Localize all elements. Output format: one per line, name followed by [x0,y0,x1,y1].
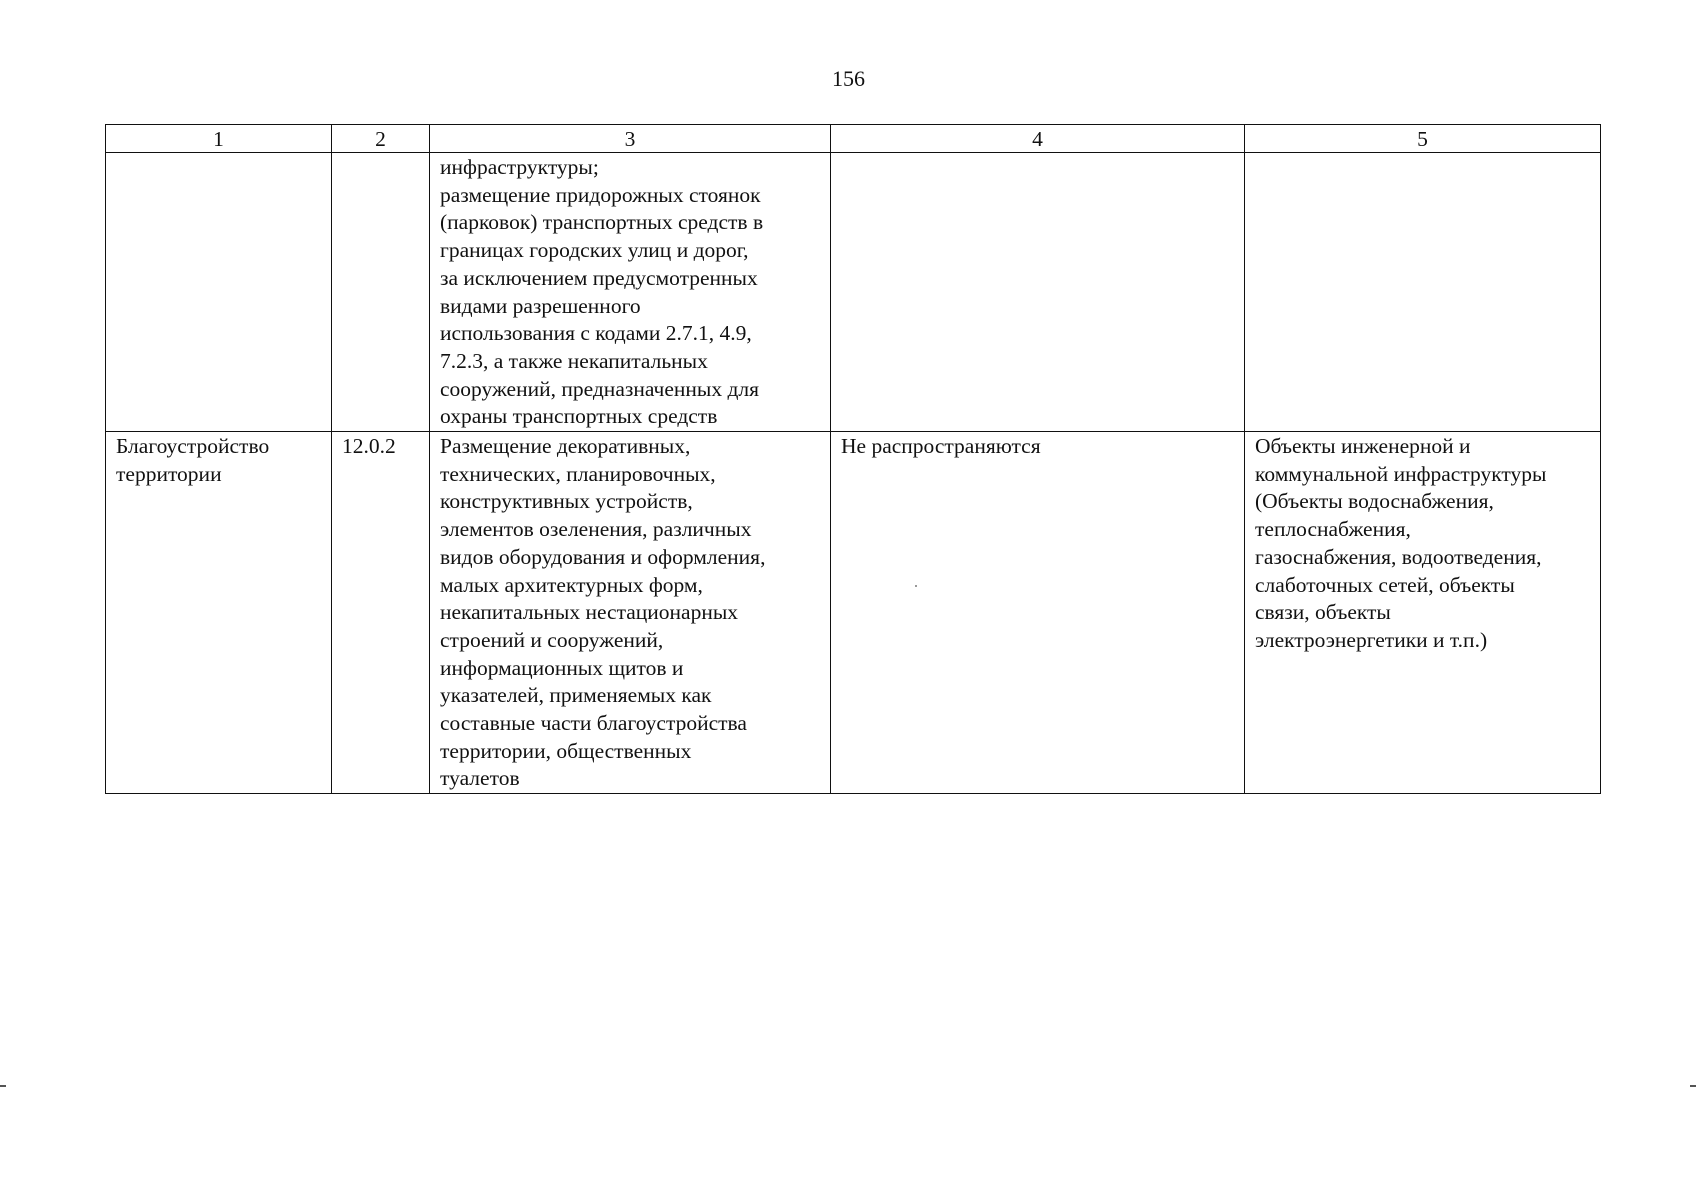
column-header-3: 3 [430,125,831,153]
land-use-code-cell [332,153,430,432]
column-header-2: 2 [332,125,430,153]
column-4-cell: Не распространяются [831,432,1245,794]
table-header-row [106,125,1601,153]
table-row [106,432,1601,794]
table-row [106,153,1601,432]
land-use-code-cell: 12.0.2 [332,432,430,794]
land-use-name-cell: Благоустройство территории [106,432,332,794]
column-5-cell [1245,153,1601,432]
page-number: 156 [832,66,865,91]
land-use-description-cell: Размещение декоративных, технических, планировочных, конструктивных устройств, элементов озеленения, различных видов оборудования и оформления, малых архитектурных форм, некапитальных нестационарных строений и сооружений, информационных щитов и указателей, применяемых как составные части благоустройства территории, общественных туалетов [430,432,831,794]
scan-speck [915,585,917,587]
column-4-cell [831,153,1245,432]
scan-edge-mark-right [1690,1085,1696,1087]
zoning-table [105,124,1601,794]
land-use-name-cell [106,153,332,432]
scan-edge-mark-left [0,1085,6,1087]
column-header-4: 4 [831,125,1245,153]
column-5-cell: Объекты инженерной и коммунальной инфраструктуры (Объекты водоснабжения, теплоснабжения, газоснабжения, водоотведения, слаботочных сетей, объекты связи, объекты электроэнергетики и т.п.) [1245,432,1601,794]
column-header-5: 5 [1245,125,1601,153]
land-use-description-cell: инфраструктуры; размещение придорожных стоянок (парковок) транспортных средств в границах городских улиц и дорог, за исключением предусмотренных видами разрешенного использования с кодами 2.7.1, 4.9, 7.2.3, а также некапитальных сооружений, предназначенных для охраны транспортных средств [430,153,831,432]
column-header-1: 1 [106,125,332,153]
